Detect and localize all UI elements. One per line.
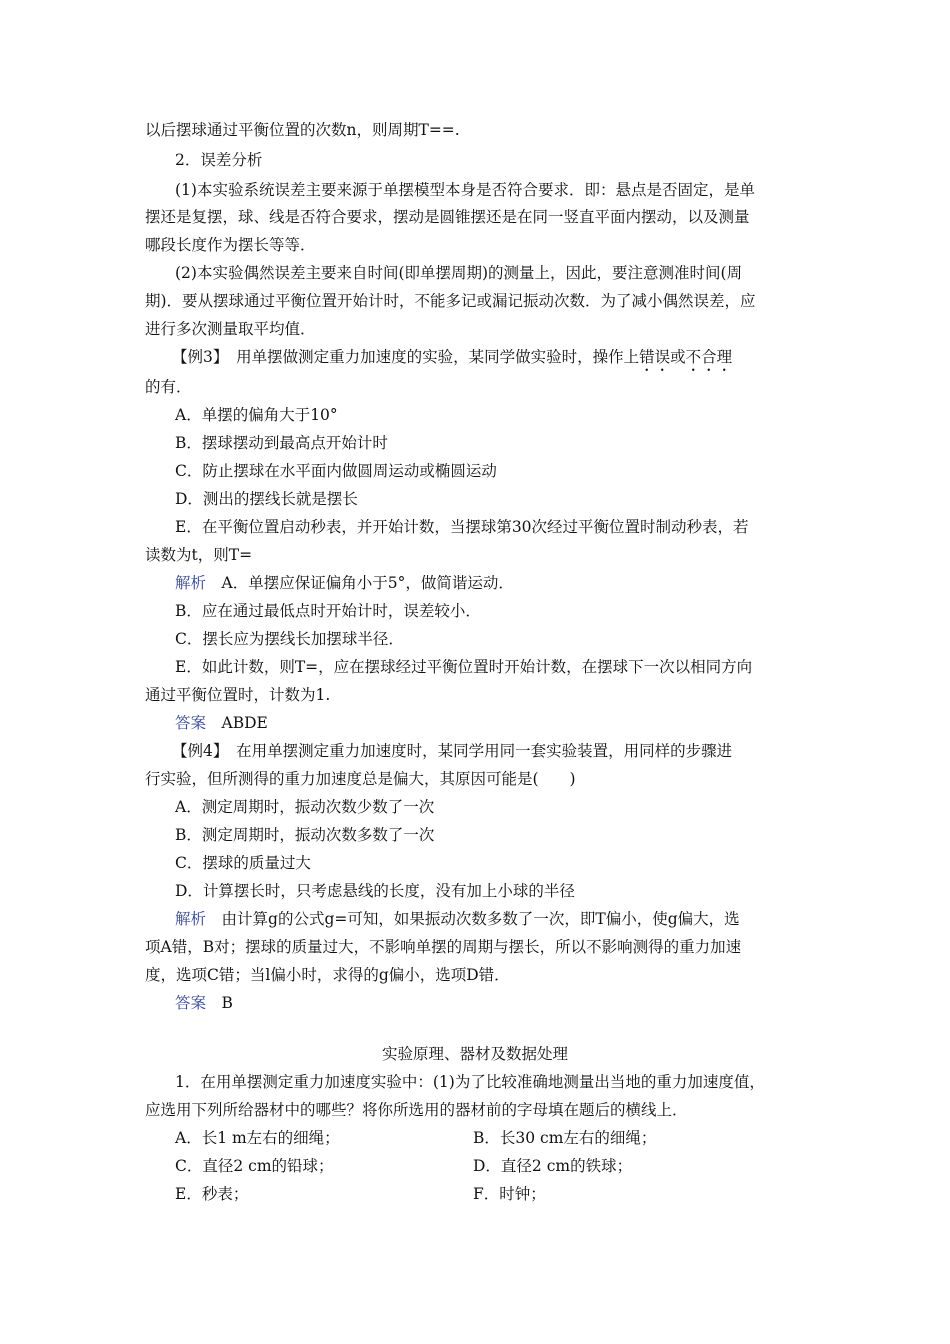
emphasis-unreasonable: 不合理	[685, 348, 733, 366]
connector-text: 或	[670, 348, 686, 366]
text-line: 摆还是复摆，球、线是否符合要求，摆动是圆锥摆还是在同一竖直平面内摆动，以及测量	[145, 208, 750, 226]
example-3-text: 【例3】 用单摆做测定重力加速度的实验，某同学做实验时，操作上	[172, 348, 640, 366]
option-a: A．测定周期时，振动次数少数了一次	[175, 798, 435, 816]
analysis-line	[175, 909, 740, 929]
analysis-label: 解析	[175, 574, 207, 592]
option-a: A．单摆的偏角大于10°	[175, 406, 338, 424]
answer-label: 答案	[175, 994, 207, 1012]
text-line: 行实验，但所测得的重力加速度总是偏大，其原因可能是( )	[145, 770, 576, 788]
text-line: 期)．要从摆球通过平衡位置开始计时，不能多记或漏记振动次数．为了减小偶然误差，应	[145, 292, 756, 310]
analysis-line	[175, 573, 514, 593]
text-line: 通过平衡位置时，计数为1.	[145, 686, 331, 704]
option-d: D．计算摆长时，只考虑悬线的长度，没有加上小球的半径	[175, 882, 575, 900]
text-line: 度，选项C错；当l偏小时，求得的g偏小，选项D错．	[145, 966, 510, 984]
answer-value: B	[221, 994, 233, 1012]
choice-c: C．直径2 cm的铅球；	[175, 1157, 334, 1175]
option-c: C．摆球的质量过大	[175, 854, 311, 872]
option-e: E．在平衡位置启动秒表，并开始计数，当摆球第30次经过平衡位置时制动秒表，若	[175, 518, 749, 536]
option-b: B．摆球摆动到最高点开始计时	[175, 434, 388, 452]
text-line: C．摆长应为摆线长加摆球半径．	[175, 630, 404, 648]
emphasis-wrong: 错误	[639, 348, 671, 366]
text-line: (1)本实验系统误差主要来源于单摆模型本身是否符合要求．即：悬点是否固定，是单	[175, 181, 755, 199]
example-4-question: 【例4】 在用单摆测定重力加速度时，某同学用同一套实验装置，用同样的步骤进	[172, 742, 733, 760]
option-c: C．防止摆球在水平面内做圆周运动或椭圆运动	[175, 462, 497, 480]
text-line: 读数为t，则T=	[145, 546, 253, 564]
analysis-label: 解析	[175, 910, 207, 928]
text-line: E．如此计数，则T=，应在摆球经过平衡位置时开始计数，在摆球下一次以相同方向	[175, 658, 753, 676]
text-line: 进行多次测量取平均值．	[145, 320, 316, 338]
choice-e: E．秒表；	[175, 1185, 249, 1203]
text-line: B．应在通过最低点时开始计时，误差较小．	[175, 602, 481, 620]
choice-f: F．时钟；	[473, 1185, 546, 1203]
text-line: 哪段长度作为摆长等等．	[145, 236, 316, 254]
analysis-text: 由计算g的公式g=可知，如果振动次数多数了一次，即T偏小，使g偏大，选	[221, 910, 740, 928]
text-line: 的有．	[145, 378, 192, 396]
choice-a: A．长1 m左右的细绳；	[175, 1129, 340, 1147]
answer-line	[175, 993, 233, 1013]
answer-value: ABDE	[221, 714, 268, 732]
text-line: 以后摆球通过平衡位置的次数n，则周期T==.	[145, 121, 460, 139]
question-1: 1．在用单摆测定重力加速度实验中：(1)为了比较准确地测量出当地的重力加速度值，	[175, 1073, 765, 1091]
text-line: 应选用下列所给器材中的哪些？将你所选用的器材前的字母填在题后的横线上．	[145, 1101, 688, 1119]
section-heading: 2．误差分析	[175, 151, 263, 169]
section-title: 实验原理、器材及数据处理	[381, 1045, 568, 1063]
analysis-text: A．单摆应保证偏角小于5°，做简谐运动．	[221, 574, 514, 592]
text-line: 项A错，B对；摆球的质量过大，不影响单摆的周期与摆长，所以不影响测得的重力加速	[145, 938, 742, 956]
answer-line	[175, 713, 268, 733]
choice-b: B．长30 cm左右的细绳；	[473, 1129, 657, 1147]
answer-label: 答案	[175, 714, 207, 732]
option-b: B．测定周期时，振动次数多数了一次	[175, 826, 435, 844]
example-3-question	[172, 347, 732, 375]
option-d: D．测出的摆线长就是摆长	[175, 490, 358, 508]
text-line: (2)本实验偶然误差主要来自时间(即单摆周期)的测量上，因此，要注意测准时间(周	[175, 264, 743, 282]
choice-d: D．直径2 cm的铁球；	[473, 1157, 633, 1175]
